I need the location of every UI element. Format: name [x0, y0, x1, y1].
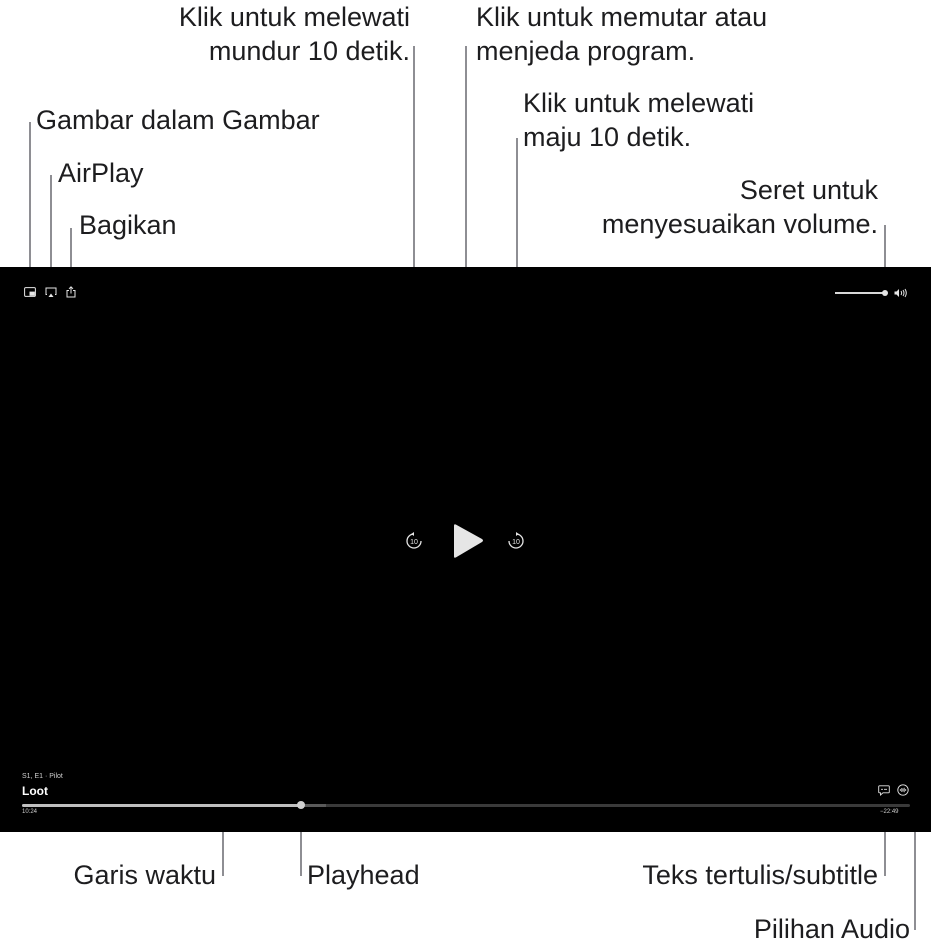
skip-back-icon	[405, 532, 423, 550]
callout-pip: Gambar dalam Gambar	[36, 105, 320, 135]
callout-volume: Seret untuk menyesuaikan volume.	[601, 175, 878, 239]
volume-button[interactable]	[894, 288, 908, 298]
playhead[interactable]	[297, 801, 305, 809]
skip-forward-label: 10	[512, 539, 520, 546]
volume-icon	[894, 288, 908, 298]
callout-audio: Pilihan Audio	[753, 914, 910, 944]
elapsed-time: 10:24	[22, 809, 38, 815]
pip-icon	[24, 287, 36, 297]
callout-playhead: Playhead	[307, 860, 420, 890]
leader-pip	[29, 122, 31, 286]
callout-timeline: Garis waktu	[73, 860, 216, 890]
timeline[interactable]	[22, 804, 910, 807]
callout-skip-forward: Klik untuk melewati maju 10 detik.	[523, 88, 755, 152]
callout-skip-back: Klik untuk melewati mundur 10 detik.	[178, 2, 410, 66]
volume-slider[interactable]	[835, 292, 885, 294]
remaining-time: −22:49	[880, 809, 899, 815]
audio-options-icon	[897, 784, 909, 796]
skip-back-button[interactable]	[405, 532, 423, 550]
callout-airplay: AirPlay	[58, 158, 144, 188]
skip-forward-button[interactable]	[507, 532, 525, 550]
share-button[interactable]	[66, 286, 76, 298]
audio-options-button[interactable]	[897, 784, 909, 796]
play-button[interactable]	[451, 523, 485, 559]
airplay-icon	[45, 287, 57, 297]
callout-share: Bagikan	[79, 210, 177, 240]
play-icon	[451, 523, 485, 559]
callout-play-pause: Klik untuk memutar atau menjeda program.	[476, 2, 768, 66]
pip-button[interactable]	[24, 287, 36, 297]
subtitles-button[interactable]	[878, 785, 890, 796]
episode-title: Loot	[22, 784, 48, 798]
skip-forward-icon	[507, 532, 525, 550]
airplay-button[interactable]	[45, 287, 57, 297]
callout-subtitles: Teks tertulis/subtitle	[642, 860, 878, 890]
volume-knob[interactable]	[882, 290, 888, 296]
episode-subtitle: S1, E1 · Pilot	[22, 773, 63, 780]
subtitles-icon	[878, 785, 890, 796]
timeline-progress	[22, 804, 301, 807]
skip-back-label: 10	[410, 539, 418, 546]
share-icon	[66, 286, 76, 298]
